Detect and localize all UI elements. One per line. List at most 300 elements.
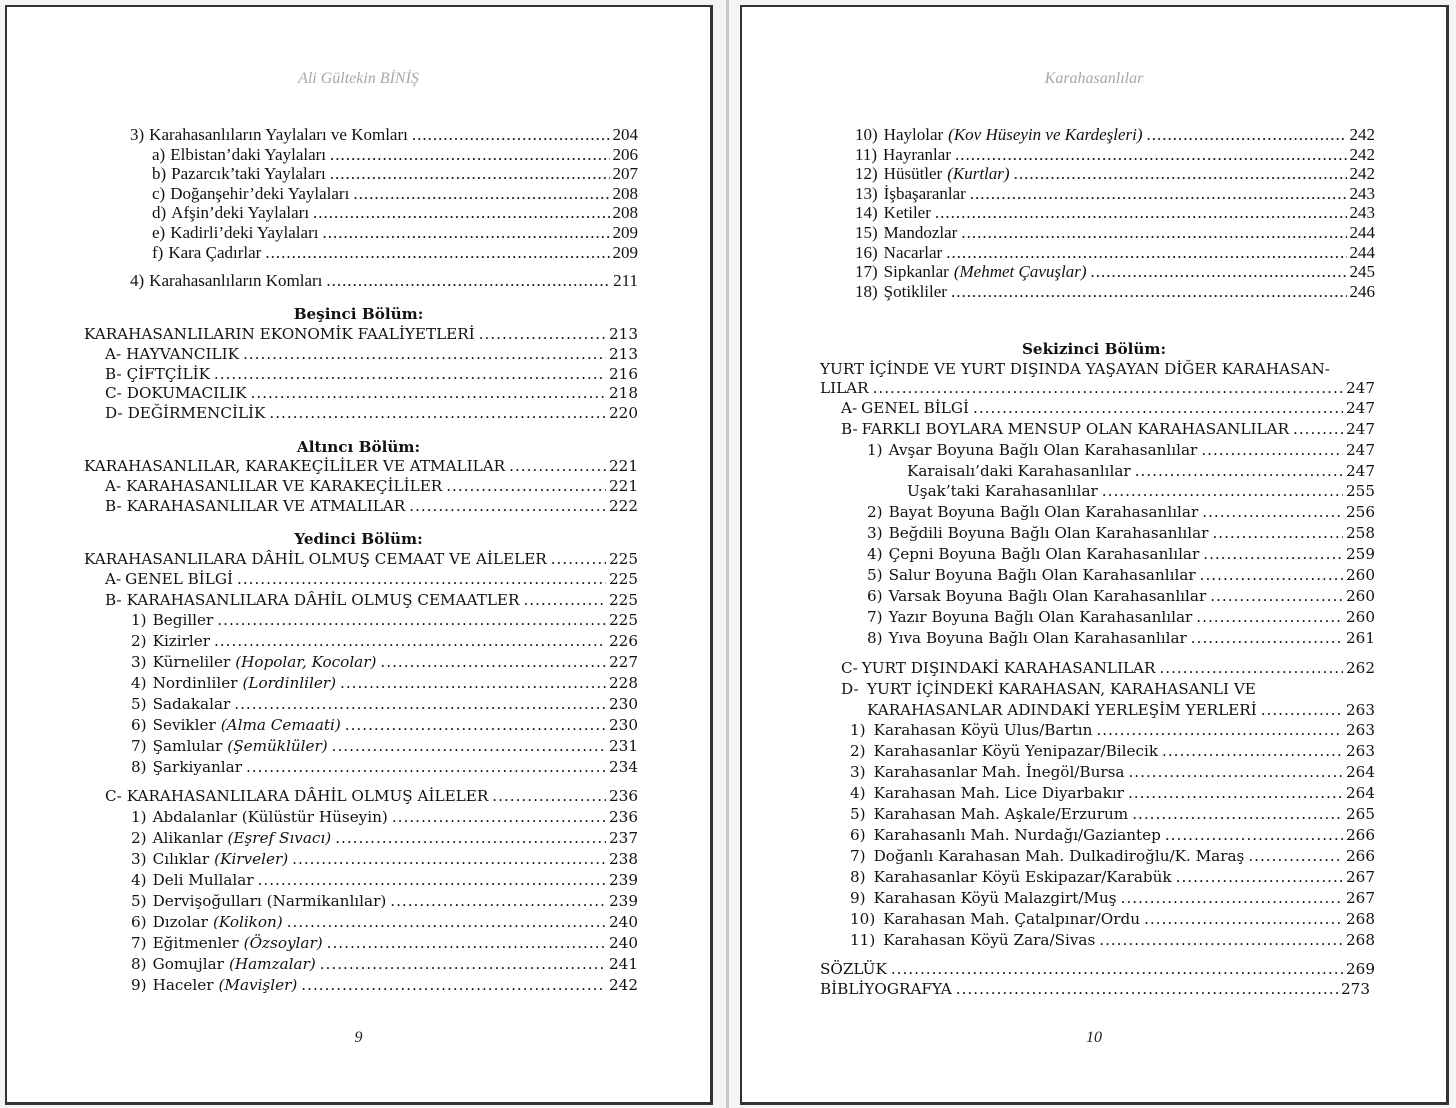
dot-leader — [551, 550, 606, 569]
page-number: 9 — [354, 1029, 363, 1046]
toc-entry-label: Abdalanlar (Külüstür Hüseyin) — [152, 808, 388, 826]
dot-leader — [1201, 441, 1343, 460]
dot-leader — [1091, 262, 1347, 281]
toc-entry-label: HAYVANCILIK — [126, 345, 239, 363]
dot-leader — [234, 695, 606, 714]
toc-entry-label: DOKUMACILIK — [126, 384, 247, 402]
toc-entry-label: Nacarlar — [883, 242, 943, 262]
toc-entry-number: 3) — [131, 653, 147, 671]
toc-entry[interactable] — [867, 587, 1375, 606]
toc-entry-page: 225 — [609, 611, 638, 629]
toc-entry[interactable] — [855, 223, 1375, 242]
toc-entry-label: Salur Boyuna Bağlı Olan Karahasanlılar — [888, 566, 1196, 584]
toc-entry[interactable] — [105, 404, 638, 423]
toc-entry[interactable] — [131, 716, 638, 735]
toc-entry-page: 255 — [1346, 482, 1375, 500]
toc-entry-label: Karahasan Köyü Zara/Sivas — [883, 931, 1096, 949]
toc-entry-label: GENEL BİLGİ — [861, 399, 969, 417]
toc-entry-label: Kara Çadırlar — [168, 242, 262, 262]
toc-entry-number: 3) — [867, 524, 883, 542]
dot-leader — [1261, 701, 1343, 720]
toc-entry[interactable] — [850, 847, 1375, 866]
toc-entry-label: Nordinliler — [152, 674, 238, 692]
toc-entry-alt-name: (Şemüklüler) — [227, 737, 328, 755]
toc-entry[interactable] — [841, 399, 1375, 418]
toc-entry[interactable] — [105, 345, 638, 364]
toc-entry-label: Sadakalar — [152, 695, 231, 713]
toc-entry-number: C- — [841, 659, 858, 677]
toc-entry-number: 17) — [855, 262, 878, 282]
toc-entry-page: 230 — [609, 716, 638, 734]
dot-leader — [326, 271, 610, 290]
toc-entry-number: B- — [105, 591, 122, 609]
dot-leader — [246, 758, 606, 777]
toc-entry-label: Dervişoğulları (Narmikanlılar) — [152, 892, 387, 910]
toc-entry-number: A- — [105, 477, 122, 495]
toc-entry-number: B- — [841, 420, 858, 438]
dot-leader — [973, 399, 1343, 418]
toc-entry-alt-name: (Kirveler) — [214, 850, 289, 868]
toc-entry-number: c) — [152, 183, 166, 203]
toc-entry-page: 247 — [1346, 441, 1375, 459]
toc-entry-page: 208 — [612, 203, 638, 223]
toc-entry-label: GENEL BİLGİ — [125, 570, 233, 588]
toc-entry-number: 12) — [855, 164, 878, 184]
dot-leader — [214, 365, 606, 384]
dot-leader — [1144, 910, 1343, 929]
dot-leader — [1121, 889, 1343, 908]
toc-entry[interactable] — [105, 477, 638, 496]
toc-entry-alt-name: (Kov Hüseyin ve Kardeşleri) — [948, 125, 1143, 144]
toc-entry[interactable] — [855, 145, 1375, 164]
toc-entry-page: 247 — [1346, 462, 1375, 480]
toc-entry-page: 264 — [1346, 784, 1375, 802]
toc-entry[interactable] — [131, 808, 638, 827]
toc-entry[interactable] — [131, 934, 638, 953]
toc-entry[interactable] — [867, 608, 1375, 627]
toc-entry-number: 4) — [130, 270, 145, 290]
toc-entry[interactable] — [867, 503, 1375, 522]
toc-entry-page: 273 — [1341, 980, 1370, 998]
toc-entry-number: 3) — [850, 763, 866, 781]
toc-entry-page: 242 — [609, 976, 638, 994]
toc-entry[interactable] — [850, 721, 1375, 740]
toc-entry-number: 4) — [867, 545, 883, 563]
toc-entry-number: 5) — [850, 805, 866, 823]
toc-entry-page: 263 — [1346, 742, 1375, 760]
toc-entry[interactable] — [850, 910, 1375, 929]
toc-entry-page: 263 — [1346, 721, 1375, 739]
toc-entry-number: 1) — [867, 441, 883, 459]
toc-entry[interactable] — [855, 243, 1375, 262]
toc-entry-page: 268 — [1346, 910, 1375, 928]
toc-entry[interactable] — [130, 125, 638, 144]
dot-leader — [237, 570, 606, 589]
toc-entry-page: 261 — [1346, 629, 1375, 647]
toc-entry-number: 8) — [850, 868, 866, 886]
dot-leader — [946, 243, 1346, 262]
toc-entry[interactable] — [130, 271, 638, 290]
toc-entry-number: 4) — [131, 871, 147, 889]
toc-entry[interactable] — [131, 653, 638, 672]
page-right — [740, 5, 1449, 1105]
chapter-heading: Altıncı Bölüm: — [296, 438, 421, 456]
toc-entry[interactable] — [850, 784, 1375, 803]
dot-leader — [335, 829, 606, 848]
toc-entry-label: LILAR — [820, 379, 869, 397]
toc-entry-label: KARAHASANLILARA DÂHİL OLMUŞ CEMAATLER — [126, 591, 520, 609]
toc-entry-label: Karaisalı’daki Karahasanlılar — [907, 462, 1131, 480]
toc-entry[interactable] — [867, 701, 1375, 720]
toc-entry-page: 216 — [609, 364, 638, 383]
toc-entry-page: 241 — [609, 955, 638, 973]
toc-entry-label: Karahasanlıların Komları — [149, 270, 323, 290]
toc-entry-page: 225 — [609, 591, 638, 609]
toc-entry[interactable] — [105, 591, 638, 610]
toc-entry-page: 208 — [612, 183, 638, 203]
toc-entry[interactable] — [850, 931, 1375, 950]
dot-leader — [961, 223, 1346, 242]
toc-entry-page: 213 — [609, 325, 638, 343]
toc-entry-label: Kürneliler — [152, 653, 231, 671]
toc-entry-label: Karahasan Mah. Çatalpınar/Ordu — [883, 910, 1141, 928]
toc-entry-label: Karahasanlı Mah. Nurdağı/Gaziantep — [873, 826, 1161, 844]
toc-entry[interactable] — [850, 826, 1375, 845]
toc-entry-page: 230 — [609, 695, 638, 713]
toc-entry[interactable] — [131, 976, 638, 995]
toc-entry[interactable] — [131, 674, 638, 693]
dot-leader — [446, 477, 606, 496]
dot-leader — [1099, 931, 1343, 950]
dot-leader — [1200, 566, 1343, 585]
dot-leader — [955, 145, 1347, 164]
dot-leader — [1210, 587, 1343, 606]
toc-entry[interactable] — [105, 787, 638, 806]
toc-entry-page: 242 — [1349, 164, 1375, 184]
dot-leader — [313, 203, 609, 222]
toc-entry[interactable] — [855, 164, 1375, 183]
toc-entry[interactable] — [850, 805, 1375, 824]
toc-entry-number: b) — [152, 164, 167, 184]
toc-entry[interactable] — [820, 960, 1375, 979]
toc-entry-page: 231 — [609, 737, 638, 755]
toc-entry[interactable] — [850, 868, 1375, 887]
toc-entry-label: KARAHASANLILARA DÂHİL OLMUŞ AİLELER — [126, 787, 489, 805]
toc-entry[interactable] — [131, 850, 638, 869]
toc-entry-number: 10) — [855, 125, 878, 144]
toc-entry-page: 269 — [1346, 960, 1375, 978]
toc-entry[interactable] — [907, 482, 1375, 501]
toc-entry[interactable] — [131, 695, 638, 714]
toc-entry[interactable] — [131, 892, 638, 911]
toc-entry[interactable] — [131, 737, 638, 756]
toc-entry-number: 15) — [855, 223, 878, 242]
toc-entry-number: 7) — [131, 934, 147, 952]
toc-entry-page: 264 — [1346, 763, 1375, 781]
toc-entry-number: A- — [841, 399, 858, 417]
toc-entry-label: ÇİFTÇİLİK — [126, 364, 210, 383]
toc-entry-label: Elbistan’daki Yaylaları — [170, 144, 327, 164]
toc-entry[interactable] — [820, 379, 1375, 398]
toc-entry-label: KARAHASANLILARIN EKONOMİK FAALİYETLERİ — [84, 325, 475, 343]
toc-entry-number: 3) — [131, 850, 147, 868]
toc-entry-page: 266 — [1346, 847, 1375, 865]
toc-entry-alt-name: (Hopolar, Kocolar) — [235, 653, 377, 671]
toc-entry[interactable] — [855, 125, 1375, 144]
toc-entry[interactable] — [105, 365, 638, 384]
toc-entry-page: 242 — [1349, 125, 1375, 144]
toc-entry-number: 4) — [131, 674, 147, 692]
toc-entry-page: 267 — [1346, 889, 1375, 907]
dot-leader — [479, 325, 606, 344]
page-number: 10 — [1086, 1029, 1102, 1046]
dot-leader — [345, 716, 606, 735]
toc-entry-alt-name: (Lordinliler) — [242, 674, 336, 692]
toc-entry-label: Karahasan Köyü Ulus/Bartın — [873, 721, 1093, 739]
toc-entry-label: Uşak’taki Karahasanlılar — [907, 482, 1098, 500]
dot-leader — [1014, 164, 1347, 183]
toc-entry-number: 7) — [867, 608, 883, 626]
toc-entry[interactable] — [131, 871, 638, 890]
toc-entry[interactable] — [105, 384, 638, 403]
toc-entry[interactable] — [84, 550, 638, 569]
toc-entry[interactable] — [855, 184, 1375, 203]
toc-entry-label: Gomujlar — [152, 955, 224, 973]
toc-entry-label: Varsak Boyuna Bağlı Olan Karahasanlılar — [888, 587, 1207, 605]
dot-leader — [1165, 826, 1343, 845]
toc-entry[interactable] — [152, 164, 638, 183]
toc-entry[interactable] — [131, 913, 638, 932]
dot-leader — [292, 850, 606, 869]
toc-entry-label: Şamlular — [152, 737, 223, 755]
toc-entry-label: Bayat Boyuna Bağlı Olan Karahasanlılar — [888, 503, 1199, 521]
dot-leader — [956, 980, 1338, 999]
toc-entry-number: C- — [105, 787, 122, 805]
toc-entry-label: FARKLI BOYLARA MENSUP OLAN KARAHASANLILAR — [861, 420, 1290, 438]
chapter-heading: Sekizinci Bölüm: — [1021, 340, 1167, 358]
toc-entry-page: 258 — [1346, 524, 1375, 542]
toc-entry[interactable] — [152, 203, 638, 222]
toc-entry-label: Hüsütler — [883, 164, 943, 184]
dot-leader — [214, 632, 606, 651]
toc-entry-alt-name: (Eşref Sıvacı) — [227, 829, 332, 847]
toc-entry-alt-name: (Kolikon) — [212, 913, 283, 931]
toc-entry-label: Dızolar — [152, 913, 208, 931]
toc-entry[interactable] — [131, 829, 638, 848]
dot-leader — [392, 808, 606, 827]
toc-entry[interactable] — [131, 632, 638, 651]
toc-entry[interactable] — [850, 889, 1375, 908]
dot-leader — [251, 384, 606, 403]
toc-entry-label: Karahasanlar Köyü Eskipazar/Karabük — [873, 868, 1172, 886]
chapter-heading: Beşinci Bölüm: — [293, 305, 424, 323]
toc-entry-label: Yazır Boyuna Bağlı Olan Karahasanlılar — [888, 608, 1193, 626]
dot-leader — [1202, 503, 1343, 522]
dot-leader — [320, 955, 606, 974]
dot-leader — [1196, 608, 1343, 627]
dot-leader — [523, 591, 606, 610]
toc-entry-label: Karahasanlar Köyü Yenipazar/Bilecik — [873, 742, 1159, 760]
dot-leader — [332, 737, 606, 756]
toc-entry-number: A- — [105, 345, 122, 363]
toc-entry[interactable] — [867, 629, 1375, 648]
dot-leader — [1248, 847, 1343, 866]
toc-entry-page: 242 — [1349, 144, 1375, 164]
toc-entry[interactable] — [152, 145, 638, 164]
toc-entry-page: 218 — [609, 384, 638, 402]
toc-entry-label: Deli Mullalar — [152, 871, 254, 889]
dot-leader — [390, 892, 606, 911]
toc-entry-label: KARAHASANLILAR VE KARAKEÇİLİLER — [126, 477, 443, 495]
toc-entry-number: 7) — [131, 737, 147, 755]
toc-entry[interactable] — [855, 203, 1375, 222]
toc-entry-number: A- — [105, 570, 122, 588]
toc-entry[interactable] — [152, 223, 638, 242]
toc-entry[interactable] — [841, 659, 1375, 678]
toc-entry-number: C- — [105, 384, 122, 402]
toc-entry[interactable] — [131, 955, 638, 974]
toc-entry-page: 227 — [609, 653, 638, 671]
toc-entry-number: 2) — [131, 632, 147, 650]
toc-entry-page: 204 — [612, 125, 638, 144]
toc-entry-page: 236 — [609, 787, 638, 805]
dot-leader — [1203, 545, 1343, 564]
toc-entry-page: 207 — [612, 164, 638, 184]
toc-entry[interactable] — [105, 570, 638, 589]
toc-entry-label: Beğdili Boyuna Bağlı Olan Karahasanlılar — [888, 524, 1209, 542]
toc-entry-page: 260 — [1346, 566, 1375, 584]
toc-entry-page: 265 — [1346, 805, 1375, 823]
toc-entry-page: 213 — [609, 345, 638, 363]
toc-entry-label: Karahasan Mah. Aşkale/Erzurum — [873, 805, 1129, 823]
toc-entry-label: Cılıklar — [152, 850, 210, 868]
dot-leader — [1132, 805, 1343, 824]
dot-leader — [380, 653, 606, 672]
toc-entry-number: 6) — [131, 913, 147, 931]
toc-entry-page: 259 — [1346, 545, 1375, 563]
toc-entry[interactable] — [867, 441, 1375, 460]
toc-entry-label: Karahasan Köyü Malazgirt/Muş — [873, 889, 1117, 907]
toc-entry-label: YURT İÇİNDEKİ KARAHASAN, KARAHASANLI VE — [867, 680, 1256, 698]
toc-entry-page: 225 — [609, 550, 638, 568]
toc-entry-label: Sevikler — [152, 716, 216, 734]
toc-entry[interactable] — [131, 758, 638, 777]
toc-entry[interactable] — [867, 545, 1375, 564]
dot-leader — [1135, 462, 1343, 481]
dot-leader — [265, 243, 609, 262]
toc-entry[interactable] — [84, 457, 638, 476]
toc-entry[interactable] — [152, 184, 638, 203]
toc-entry[interactable] — [131, 611, 638, 630]
toc-entry-page: 256 — [1346, 503, 1375, 521]
dot-leader — [891, 960, 1343, 979]
toc-entry-number: 5) — [131, 695, 147, 713]
toc-entry[interactable] — [105, 497, 638, 516]
toc-entry-page: 246 — [1349, 281, 1375, 301]
toc-entry-page: 234 — [609, 758, 638, 776]
toc-entry[interactable] — [907, 462, 1375, 481]
dot-leader — [935, 203, 1347, 222]
dot-leader — [1147, 125, 1347, 144]
running-head: Karahasanlılar — [1044, 70, 1144, 87]
toc-entry[interactable] — [84, 325, 638, 344]
toc-entry-number: 6) — [850, 826, 866, 844]
dot-leader — [340, 674, 606, 693]
dot-leader — [353, 184, 609, 203]
dot-leader — [301, 976, 606, 995]
toc-entry[interactable] — [841, 680, 1375, 699]
toc-entry-page: 236 — [609, 808, 638, 826]
dot-leader — [412, 125, 610, 144]
toc-entry-page: 209 — [612, 242, 638, 262]
toc-entry-number: 2) — [131, 829, 147, 847]
toc-entry-label: YURT İÇİNDE VE YURT DIŞINDA YAŞAYAN DİĞER KARAHASAN- — [820, 360, 1330, 378]
dot-leader — [330, 145, 609, 164]
dot-leader — [1128, 763, 1343, 782]
toc-entry-number: 10) — [850, 910, 876, 928]
toc-entry-alt-name: (Hamzalar) — [228, 955, 316, 973]
toc-entry-page: 247 — [1346, 420, 1375, 438]
toc-entry-label: Avşar Boyuna Bağlı Olan Karahasanlılar — [888, 441, 1198, 459]
toc-entry[interactable] — [850, 742, 1375, 761]
toc-entry-label: Karahasanlar Mah. İnegöl/Bursa — [873, 763, 1125, 781]
toc-entry-alt-name: (Alma Cemaati) — [220, 716, 341, 734]
toc-entry[interactable] — [867, 566, 1375, 585]
toc-entry-number: 11) — [850, 931, 876, 949]
toc-entry-number: 1) — [850, 721, 866, 739]
dot-leader — [1293, 420, 1343, 439]
toc-entry-number: 13) — [855, 183, 878, 203]
toc-entry-label: KARAHASANLILAR, KARAKEÇİLİLER VE ATMALILAR — [84, 457, 506, 475]
toc-entry-page: 268 — [1346, 931, 1375, 949]
toc-entry[interactable] — [841, 420, 1375, 439]
toc-entry-number: 5) — [867, 566, 883, 584]
toc-entry-number: 16) — [855, 242, 878, 262]
toc-entry-label: Şarkiyanlar — [152, 758, 242, 776]
toc-entry-number: B- — [105, 496, 122, 515]
toc-entry-number: 3) — [130, 125, 145, 144]
dot-leader — [951, 282, 1347, 301]
toc-entry-number: 2) — [850, 742, 866, 760]
dot-leader — [509, 457, 606, 476]
toc-entry-label: KARAHASANLAR ADINDAKİ YERLEŞİM YERLERİ — [867, 701, 1257, 719]
toc-entry-label: Yıva Boyuna Bağlı Olan Karahasanlılar — [888, 629, 1187, 647]
toc-entry-number: 9) — [131, 976, 147, 994]
toc-entry-page: 243 — [1349, 183, 1375, 203]
toc-entry[interactable] — [855, 282, 1375, 301]
toc-entry[interactable] — [867, 524, 1375, 543]
toc-entry-page: 237 — [609, 829, 638, 847]
toc-entry-label: İşbaşaranlar — [883, 183, 966, 203]
toc-entry-label: Hayranlar — [883, 144, 951, 164]
toc-entry[interactable] — [855, 262, 1375, 281]
toc-entry-page: 263 — [1346, 701, 1375, 719]
toc-entry-label: Çepni Boyuna Bağlı Olan Karahasanlılar — [888, 545, 1200, 563]
toc-entry-number: e) — [152, 223, 166, 242]
dot-leader — [970, 184, 1347, 203]
toc-entry[interactable] — [152, 243, 638, 262]
dot-leader — [409, 497, 606, 516]
toc-entry[interactable] — [850, 763, 1375, 782]
dot-leader — [330, 164, 610, 183]
toc-entry-page: 220 — [609, 403, 638, 422]
toc-entry-page: 228 — [609, 674, 638, 692]
toc-entry[interactable] — [820, 980, 1370, 999]
toc-entry-page: 225 — [609, 570, 638, 588]
toc-entry-label: Kizirler — [152, 632, 211, 650]
toc-entry-page: 243 — [1349, 203, 1375, 223]
toc-entry-number: 8) — [131, 758, 147, 776]
